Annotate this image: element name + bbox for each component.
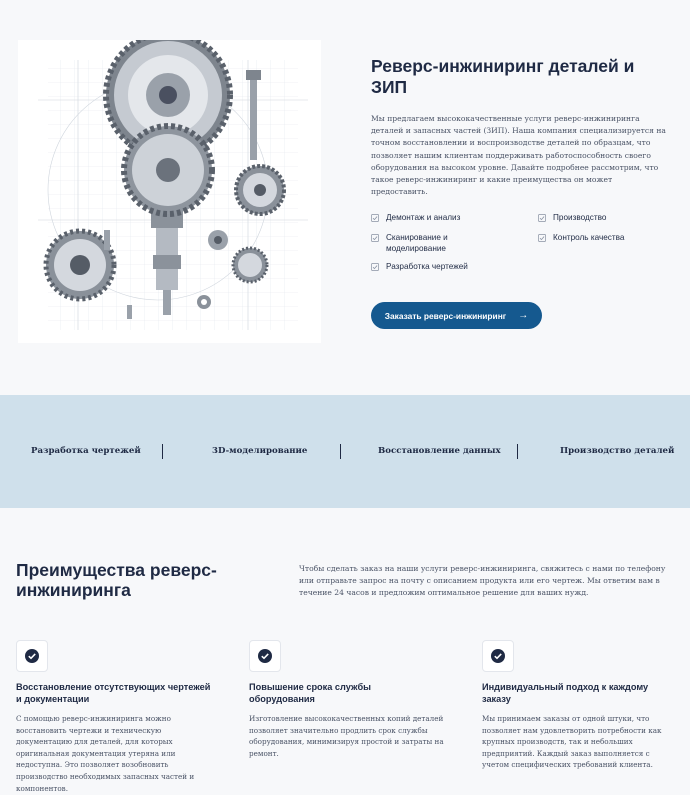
advantage-card-title: Повышение срока службы оборудования	[249, 682, 372, 704]
advantages-title: Преимущества реверс-инжиниринга	[16, 560, 217, 600]
advantage-card-text: Изготовление высококачественных копий деталей позволяет значительно продлить срок службы оборудования, минимизируя простой и затраты на ремонт.	[249, 714, 444, 758]
checkbox-check-icon	[371, 234, 379, 242]
checkbox-check-icon	[538, 234, 546, 242]
hero-title: Реверс-инжиниринг деталей и ЗИП	[371, 56, 635, 97]
gears-illustration	[18, 40, 321, 343]
feature-item	[371, 213, 521, 224]
advantage-card-text: Мы принимаем заказы от одной штуки, что позволяет нам удовлетворить потребности как крупных производств, так и небольших предприятий. Каждый заказ выполняется с учетом специфических требований клиента.	[482, 714, 662, 770]
hero-description: Мы предлагаем высококачественные услуги реверс-инжиниринга деталей и запасных частей (ЗИП). Наша компания специализируется на точном восстановлении и воспроизводстве деталей по образцам, что позволяет нашим клиентам поддерживать работоспособность своего оборудования на высоком уровне. Давайте подробнее рассмотрим, что такое реверс-инжиниринг и какие преимущества он может предоставить.	[371, 114, 666, 197]
feature-label: Разработка чертежей	[386, 262, 468, 271]
divider	[162, 444, 163, 459]
divider	[517, 444, 518, 459]
feature-label: Сканирование и моделирование	[386, 233, 448, 253]
order-reverse-engineering-button[interactable]	[371, 302, 542, 329]
checkbox-check-icon	[371, 214, 379, 222]
checkbox-check-icon	[371, 263, 379, 271]
feature-item	[538, 213, 668, 224]
check-circle-icon	[16, 640, 48, 672]
check-circle-icon	[249, 640, 281, 672]
feature-label: Производство	[553, 213, 607, 222]
divider	[340, 444, 341, 459]
service-item[interactable]: Производство деталей	[560, 446, 675, 456]
cta-label: Заказать реверс-инжиниринг	[384, 310, 507, 321]
check-circle-icon	[482, 640, 514, 672]
hero-section	[0, 0, 690, 395]
advantage-card-title: Восстановление отсутствующих чертежей и документации	[16, 682, 211, 704]
advantage-card-title: Индивидуальный подход к каждому заказу	[482, 682, 649, 704]
feature-item	[538, 233, 668, 244]
advantages-intro: Чтобы сделать заказ на наши услуги реверс-инжиниринга, свяжитесь с нами по телефону или отправьте запрос на почту с описанием продукта или его чертеж. Мы ответим вам в течение 24 часов и предложим оптимальное решение для ваших нужд.	[299, 564, 666, 597]
service-item[interactable]: Разработка чертежей	[31, 446, 141, 456]
service-item[interactable]: 3D-моделирование	[212, 446, 308, 456]
advantage-card-text: С помощью реверс-инжиниринга можно восстановить чертежи и техническую документацию для деталей, для которых оригинальная документация утеряна или недоступна. Это позволяет возобновить производство необходимых запасных частей и компонентов.	[16, 714, 195, 793]
checkbox-check-icon	[538, 214, 546, 222]
services-band	[0, 395, 690, 508]
feature-label: Демонтаж и анализ	[386, 213, 461, 222]
feature-item	[371, 233, 481, 254]
arrow-right-icon: →	[518, 310, 529, 321]
service-item[interactable]: Восстановление данных	[378, 446, 501, 456]
feature-label: Контроль качества	[553, 233, 625, 242]
feature-item	[371, 262, 521, 273]
